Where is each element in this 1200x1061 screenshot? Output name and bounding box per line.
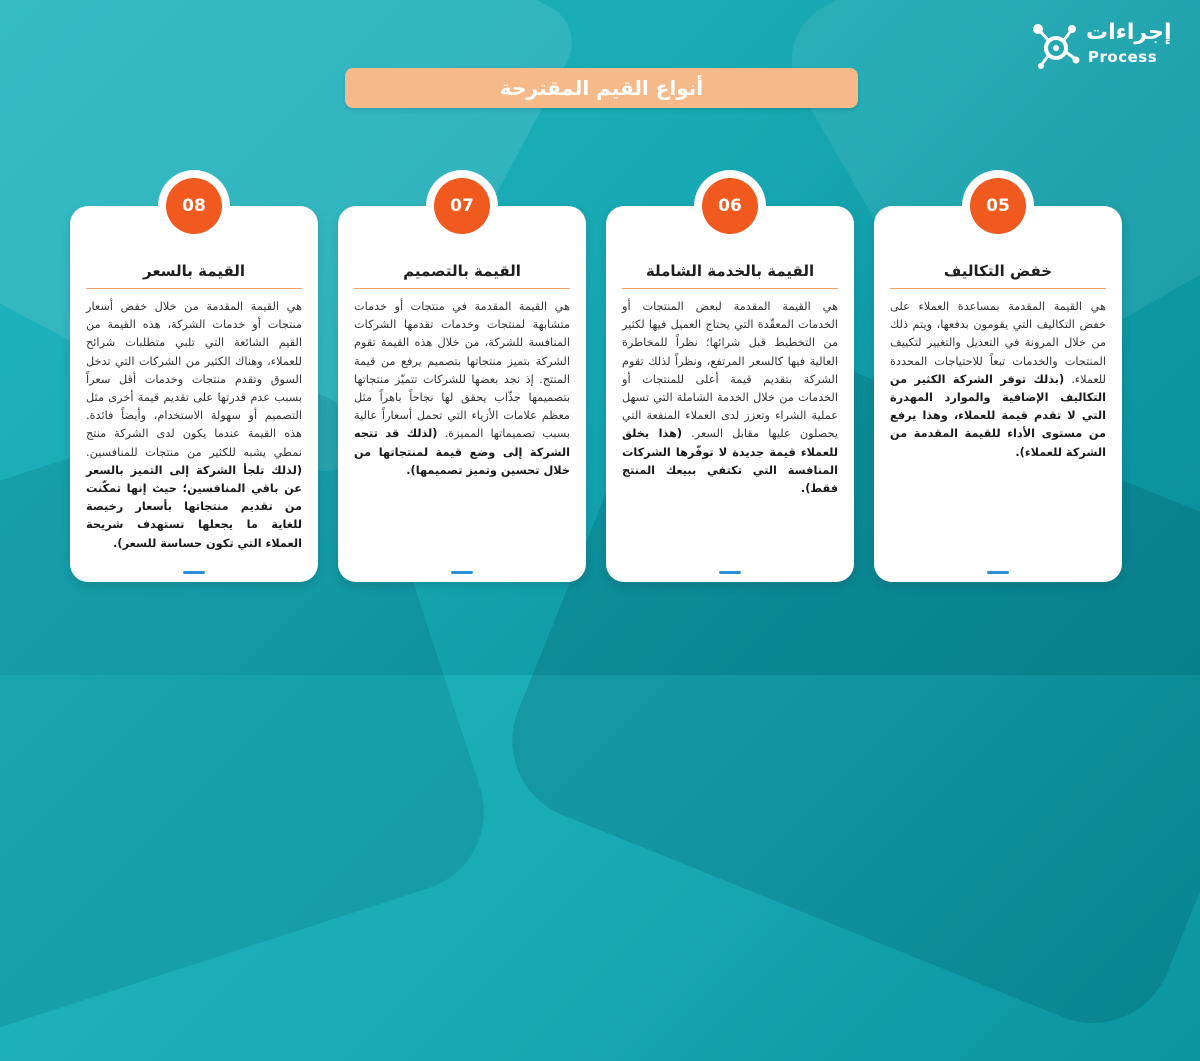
value-card-08	[70, 196, 318, 582]
divider	[354, 288, 570, 289]
card-number: 05	[970, 178, 1026, 234]
card-title: القيمة بالتصميم	[403, 262, 521, 280]
card-text: هي القيمة المقدمة في منتجات أو خدمات متشابهة لمنتجات وخدمات تقدمها الشركات المنافسة للشركة، من خلال هذه القيمة تقوم الشركة بتميز منتجاتها بتصميم يرفع من قيمة المنتج. إذ نجد بعضها للشركات تتميّز منتجاتها بتصميمها جذّاب يحقق لها نجاحاً باهراً مثل معظم علامات الأزياء التي تحمل أسعاراً عالية بسبب تصميماتها المميزة.	[354, 300, 570, 441]
card-highlight: (لذلك قد تتجه الشركة إلى وضع قيمة لمنتجاتها من خلال تحسين وتميز تصميمها).	[354, 427, 570, 477]
logo-arabic-text: إجراءات	[1086, 20, 1172, 45]
card-text: هي القيمة المقدمة لبعض المنتجات أو الخدمات المعقّدة التي يحتاج العميل فيها لكثير من التخطيط قبل شرائها؛ نظراً للمخاطرة العالية فيها كالسعر المرتفع، ونظراً لذلك تقوم الشركة بتقديم قيمة أعلى للمنتجات أو الخدمات من خلال الخدمة الشاملة التي تسهل عملية الشراء وتعزز لدى العملاء المنفعة التي يحصلون عليها مقابل السعر.	[622, 300, 838, 441]
value-card-07	[338, 196, 586, 582]
card-description	[86, 298, 302, 553]
title-banner	[345, 68, 858, 108]
value-card-06	[606, 196, 854, 582]
card-accent-line	[719, 571, 741, 574]
card-title: القيمة بالسعر	[142, 262, 246, 280]
card-highlight: (لذلك تلجأ الشركة إلى التميز بالسعر عن باقي المنافسين؛ حيث إنها تمكّنت من تقديم منتجاتها بأسعار رخيصة للغاية ما يجعلها تستهدف شريحة العملاء التي تكون حساسة للسعر).	[86, 463, 302, 550]
card-accent-line	[451, 571, 473, 574]
card-description	[354, 298, 570, 480]
card-number: 06	[702, 178, 758, 234]
card-highlight: (هذا يخلق للعملاء قيمة جديدة لا توفّرها الشركات المنافسة التي تكتفي ببيعك المنتج فقط).	[622, 427, 838, 496]
card-text: هي القيمة المقدمة بمساعدة العملاء على خفض التكاليف التي يقومون بدفعها، ويتم ذلك من خلال المرونة في التعديل والتغيير لتكييف المنتجات والخدمات تبعاً للاحتياجات المحددة للعملاء.	[890, 300, 1106, 386]
page-title: أنواع القيم المقترحة	[499, 76, 704, 100]
number-badge	[158, 170, 230, 242]
number-badge	[694, 170, 766, 242]
divider	[86, 288, 302, 289]
card-title: القيمة بالخدمة الشاملة	[645, 262, 815, 280]
brand-logo	[1028, 18, 1178, 74]
card-text: هي القيمة المقدمة من خلال خفض أسعار منتجات أو خدمات الشركة، هذه القيمة من القيم الشائعة التي تلبي متطلبات شرائح للعملاء، وهناك الكثير من الشركات التي تدخل السوق وتقدم منتجات وخدمات أقل سعراً بسبب عدم قدرتها على تقديم قيمة أخرى مثل التصميم أو سهولة الاستخدام، وأيضاً فائدة. هذه القيمة عندما يكون لدى الشركة منتج نمطي يشبه للكثير من منتجات للمنافسين.	[86, 300, 302, 459]
card-description	[890, 298, 1106, 462]
card-title: خفض التكاليف	[943, 262, 1053, 280]
value-card-05	[874, 196, 1122, 582]
number-badge	[962, 170, 1034, 242]
divider	[622, 288, 838, 289]
card-number: 08	[166, 178, 222, 234]
molecule-logo-icon	[1030, 20, 1082, 72]
card-description	[622, 298, 838, 498]
card-accent-line	[987, 571, 1009, 574]
logo-english-text: Process	[1088, 48, 1158, 66]
number-badge	[426, 170, 498, 242]
card-number: 07	[434, 178, 490, 234]
card-highlight: (بذلك توفر الشركة الكثير من التكاليف الإضافية والموارد المهدرة التي لا تقدم قيمة للعملاء، وهذا يرفع من مستوى الأداء للقيمة المقدمة من الشركة للعملاء).	[890, 372, 1106, 459]
divider	[890, 288, 1106, 289]
card-accent-line	[183, 571, 205, 574]
